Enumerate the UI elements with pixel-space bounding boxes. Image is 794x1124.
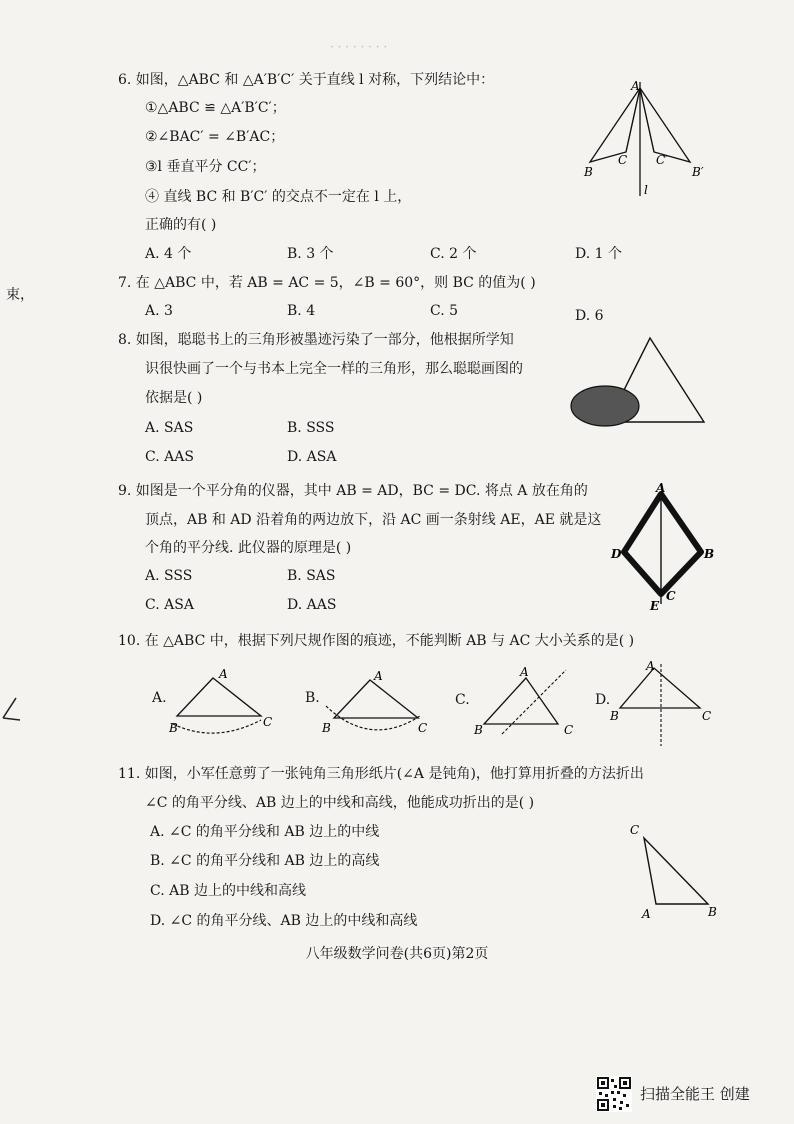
q10d-label-a: A	[646, 659, 655, 673]
q6-statement-2: ②∠BAC′ = ∠B′AC；	[145, 129, 285, 145]
q6-option-b[interactable]: B. 3 个	[287, 246, 334, 262]
q7-option-d[interactable]: D. 6	[575, 308, 604, 324]
q7-stem: 7. 在 △ABC 中，若 AB = AC = 5，∠B = 60°，则 BC 的值为( )	[118, 275, 536, 291]
margin-triangle-mark	[0, 694, 22, 724]
page-footer: 八年级数学问卷(共6页)第2页	[305, 946, 489, 962]
q8-ink-blot	[571, 386, 639, 426]
q6-option-a[interactable]: A. 4 个	[145, 246, 192, 262]
q11-option-a[interactable]: A. ∠C 的角平分线和 AB 边上的中线	[150, 824, 380, 840]
q10a-label-b: B	[169, 721, 178, 735]
q6-statement-4: ④ 直线 BC 和 B′C′ 的交点不一定在 l 上，	[145, 189, 412, 205]
q6-label-b-prime: B′	[692, 165, 704, 179]
q7-option-b[interactable]: B. 4	[287, 303, 316, 319]
q11-label-a: A	[642, 907, 651, 921]
q10d-label-b: B	[610, 709, 619, 723]
q10a-label-a: A	[219, 667, 228, 681]
q8-figure	[568, 334, 713, 434]
q6-label-c-prime: C′	[656, 153, 668, 167]
q10-figure-b	[318, 664, 438, 740]
qr-code-icon	[596, 1076, 632, 1112]
q8-option-b[interactable]: B. SSS	[287, 420, 335, 436]
q7-option-a[interactable]: A. 3	[145, 303, 173, 319]
q9-option-d[interactable]: D. AAS	[287, 597, 337, 613]
q10-figure-d	[608, 658, 718, 750]
q10d-label-c: C	[702, 709, 712, 723]
q9-line-3: 个角的平分线. 此仪器的原理是( )	[145, 540, 352, 556]
q10-option-d[interactable]: D.	[595, 692, 611, 708]
scanner-watermark: 扫描全能王 创建	[640, 1085, 750, 1103]
q11-label-b: B	[708, 905, 717, 919]
q6-label-a: A	[631, 79, 640, 93]
q6-label-l: l	[644, 183, 648, 197]
q11-figure	[622, 818, 732, 924]
q6-option-d[interactable]: D. 1 个	[575, 246, 622, 262]
q10a-label-c: C	[263, 715, 273, 729]
q8-line-3: 依据是( )	[145, 390, 203, 406]
q9-label-a: A	[656, 482, 666, 495]
q11-option-c[interactable]: C. AB 边上的中线和高线	[150, 883, 306, 899]
q10c-label-a: A	[520, 665, 529, 679]
q10b-label-c: C	[418, 721, 428, 735]
q10-option-b[interactable]: B.	[305, 690, 320, 706]
q9-figure	[606, 482, 716, 612]
q9-label-b: B	[704, 547, 715, 561]
q10c-label-c: C	[564, 723, 574, 737]
q8-option-d[interactable]: D. ASA	[287, 449, 337, 465]
q7-option-c[interactable]: C. 5	[430, 303, 459, 319]
q10-stem: 10. 在 △ABC 中，根据下列尺规作图的痕迹，不能判断 AB 与 AC 大小关系的是( )	[118, 633, 635, 649]
q10-figure-a	[165, 664, 277, 740]
q9-label-d: D	[611, 547, 622, 561]
q9-label-e: E	[650, 599, 660, 612]
q10-option-a[interactable]: A.	[152, 690, 167, 706]
q6-prompt: 正确的有( )	[145, 217, 217, 233]
q6-figure	[578, 76, 718, 200]
q11-label-c: C	[630, 823, 640, 837]
q8-option-a[interactable]: A. SAS	[145, 420, 194, 436]
q6-statement-1: ①△ABC ≌ △A′B′C′；	[145, 100, 286, 116]
q9-label-c: C	[666, 589, 676, 603]
q6-label-b: B	[584, 165, 593, 179]
bleed-through: · · · · · · · ·	[330, 40, 388, 54]
q11-line-2: ∠C 的角平分线、AB 边上的中线和高线，他能成功折出的是( )	[145, 795, 535, 811]
q10-figure-c	[470, 660, 582, 744]
q10c-label-b: B	[474, 723, 483, 737]
q8-option-c[interactable]: C. AAS	[145, 449, 194, 465]
q8-line-1: 8. 如图，聪聪书上的三角形被墨迹污染了一部分，他根据所学知	[118, 332, 514, 348]
q9-line-1: 9. 如图是一个平分角的仪器，其中 AB = AD，BC = DC. 将点 A 放在角的	[118, 483, 588, 499]
q9-line-2: 顶点，AB 和 AD 沿着角的两边放下，沿 AC 画一条射线 AE，AE 就是这	[145, 512, 602, 528]
q9-option-b[interactable]: B. SAS	[287, 568, 336, 584]
q6-statement-3: ③l 垂直平分 CC′；	[145, 159, 266, 175]
q10-option-c[interactable]: C.	[455, 692, 470, 708]
q6-label-c: C	[618, 153, 628, 167]
q11-option-b[interactable]: B. ∠C 的角平分线和 AB 边上的高线	[150, 853, 380, 869]
q11-option-d[interactable]: D. ∠C 的角平分线、AB 边上的中线和高线	[150, 913, 418, 929]
q9-option-c[interactable]: C. ASA	[145, 597, 194, 613]
q6-stem: 6. 如图，△ABC 和 △A′B′C′ 关于直线 l 对称，下列结论中：	[118, 72, 495, 88]
q9-option-a[interactable]: A. SSS	[145, 568, 193, 584]
margin-text: 束，	[6, 287, 34, 303]
q6-option-c[interactable]: C. 2 个	[430, 246, 477, 262]
q10b-label-b: B	[322, 721, 331, 735]
q8-line-2: 识很快画了一个与书本上完全一样的三角形，那么聪聪画图的	[145, 361, 523, 377]
q11-line-1: 11. 如图，小军任意剪了一张钝角三角形纸片(∠A 是钝角)，他打算用折叠的方法折出	[118, 766, 644, 782]
q10b-label-a: A	[374, 669, 383, 683]
